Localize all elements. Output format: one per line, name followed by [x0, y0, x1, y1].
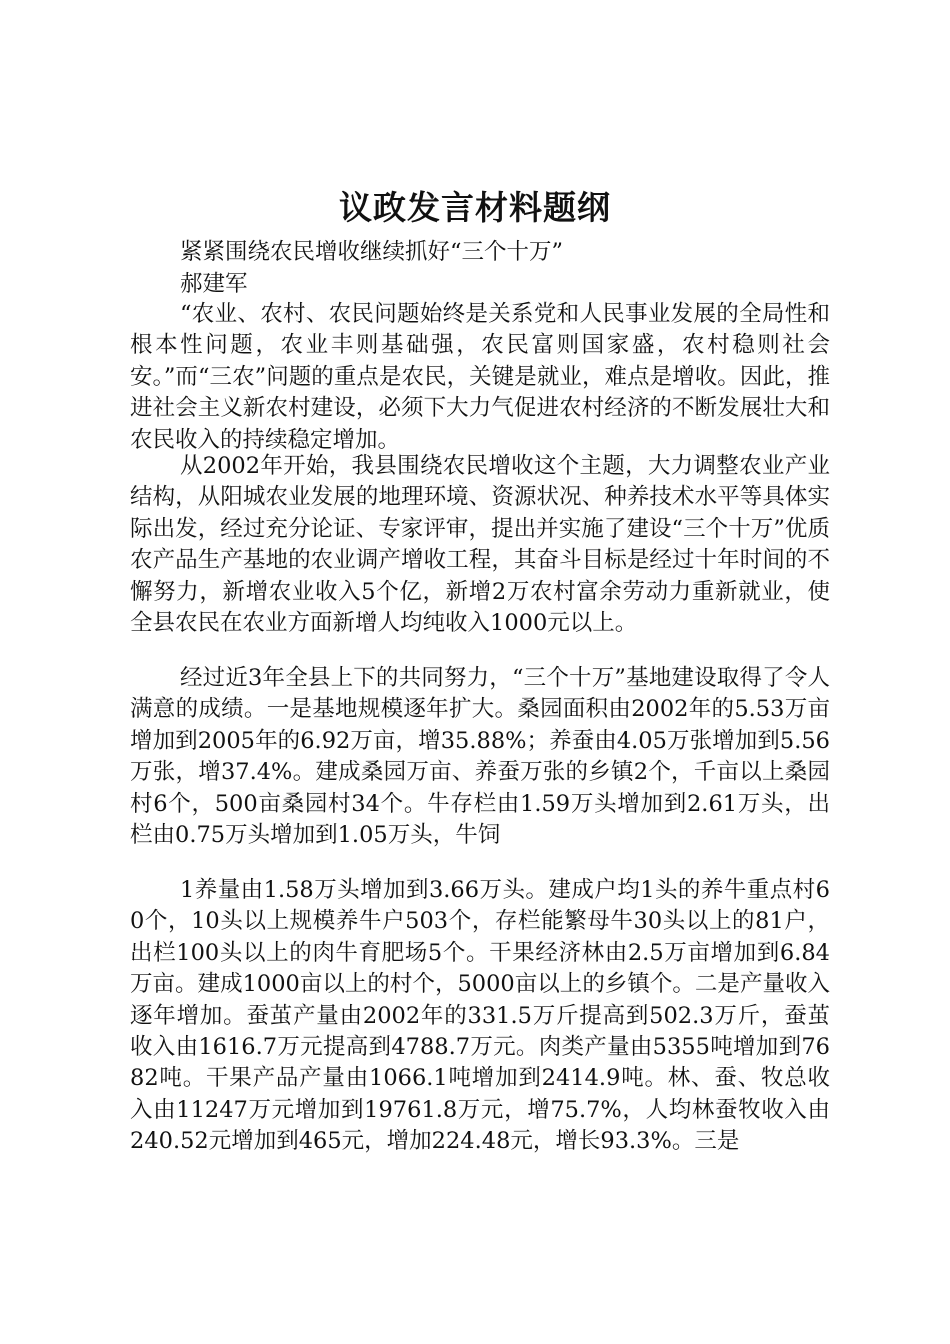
paragraph-1: “农业、农村、农民问题始终是关系党和人民事业发展的全局性和根本性问题，农业丰则基础强，农民富则国家盛，农村稳则社会安。”而“三农”问题的重点是农民，关键是就业，难点是增收。因此，推进社会主义新农村建设，必须下大力气促进农村经济的不断发展壮大和农民收入的持续稳定增加。: [130, 301, 830, 453]
paragraph-4: 1养量由1.58万头增加到3.66万头。建成户均1头的养牛重点村60个，10头以上规模养牛户503个，存栏能繁母牛30头以上的81户，出栏100头以上的肉牛育肥场5个。干果经济林由2.5万亩增加到6.84万亩。建成1000亩以上的村个，5000亩以上的乡镇个。二是产量收入逐年增加。蚕茧产量由2002年的331.5万斤提高到502.3万斤，蚕茧收入由1616.7万元提高到4788.7万元。肉类产量由5355吨增加到7682吨。干果产品产量由1066.1吨增加到2414.9吨。林、蚕、牧总收入由11247万元增加到19761.8万元，增75.7%，人均林蚕牧收入由240.52元增加到465元，增加224.48元，增长93.3%。三是: [130, 877, 830, 1155]
document-author: 郝建军: [180, 271, 248, 297]
document-subtitle: 紧紧围绕农民增收继续抓好“三个十万”: [180, 239, 564, 265]
paragraph-3: 经过近3年全县上下的共同努力，“三个十万”基地建设取得了令人满意的成绩。一是基地规模逐年扩大。桑园面积由2002年的5.53万亩增加到2005年的6.92万亩，增35.88%；养蚕由4.05万张增加到5.56万张，增37.4%。建成桑园万亩、养蚕万张的乡镇2个，千亩以上桑园村6个，500亩桑园村34个。牛存栏由1.59万头增加到2.61万头，出栏由0.75万头增加到1.05万头，牛饲: [130, 665, 830, 849]
document-title: 议政发言材料题纲: [339, 188, 611, 227]
paragraph-2: 从2002年开始，我县围绕农民增收这个主题，大力调整农业产业结构，从阳城农业发展的地理环境、资源状况、种养技术水平等具体实际出发，经过充分论证、专家评审，提出并实施了建设“三个十万”优质农产品生产基地的农业调产增收工程，其奋斗目标是经过十年时间的不懈努力，新增农业收入5个亿，新增2万农村富余劳动力重新就业，使全县农民在农业方面新增人均纯收入1000元以上。: [130, 453, 830, 637]
